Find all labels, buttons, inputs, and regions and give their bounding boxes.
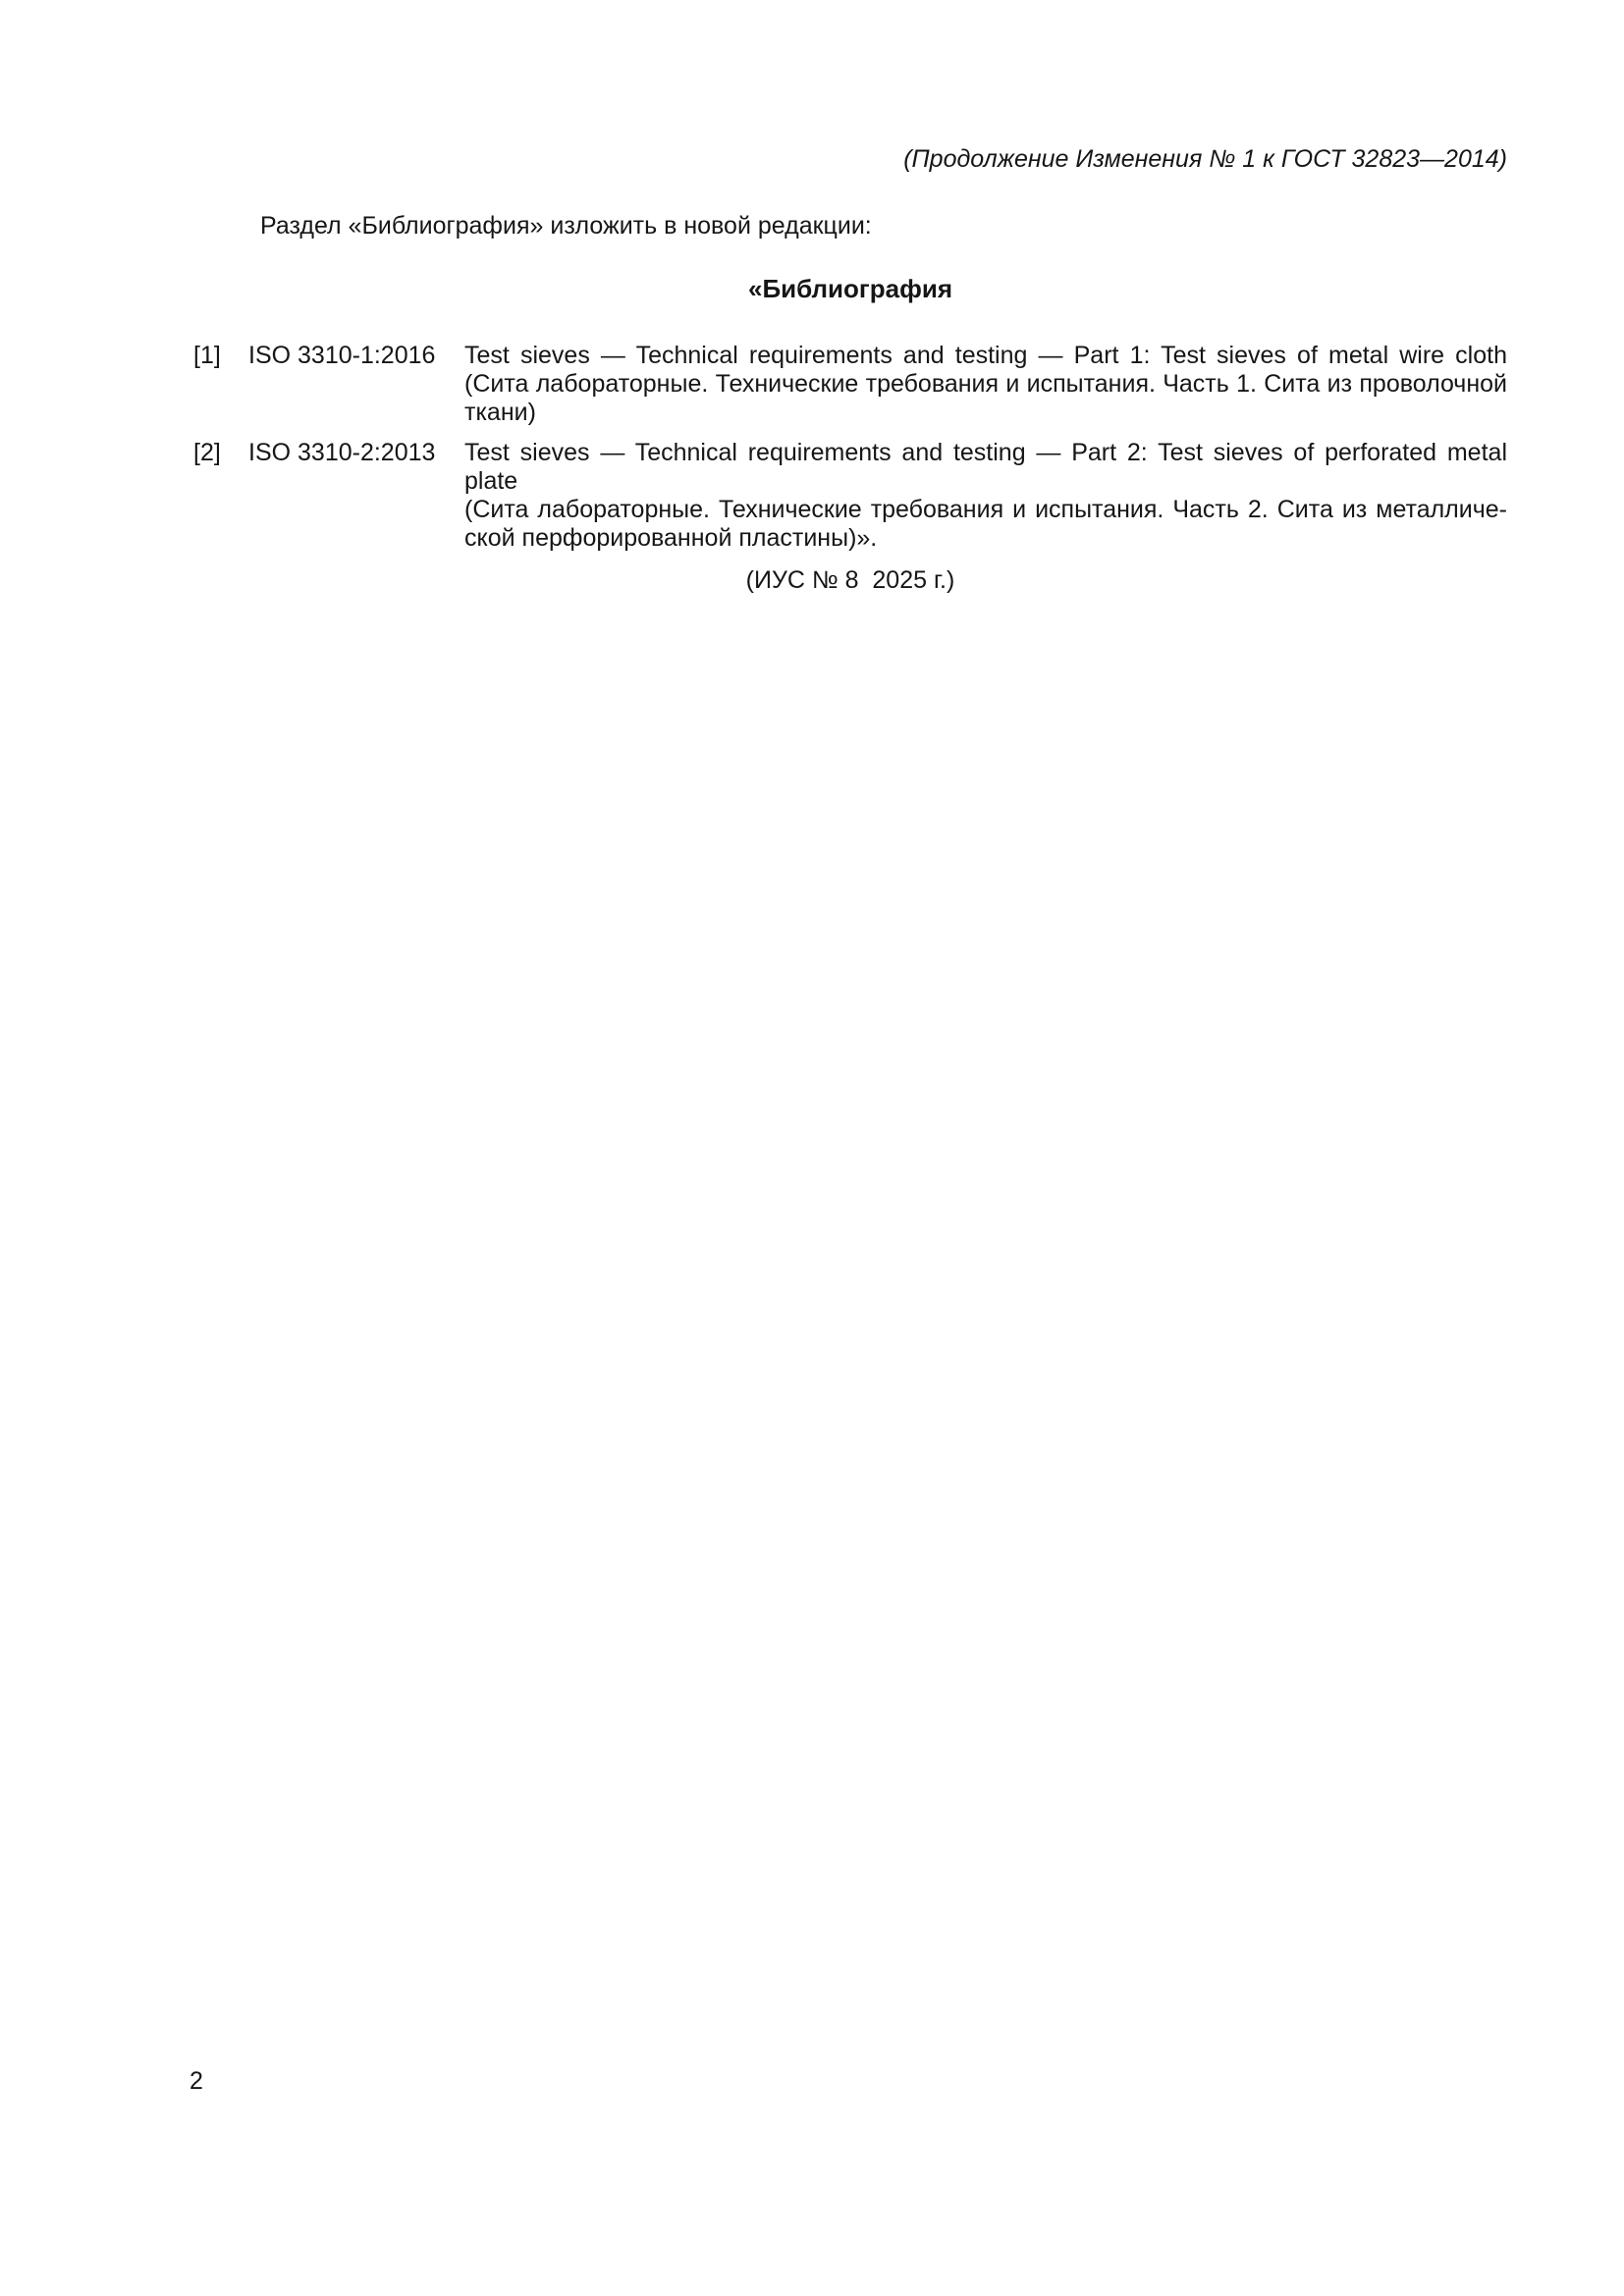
standard-code: ISO 3310-1:2016 xyxy=(248,342,436,369)
reference-description xyxy=(464,342,1507,427)
reference-description-line: ткани) xyxy=(464,399,536,426)
reference-description xyxy=(464,439,1507,553)
bibliography-section-heading: «Библиография xyxy=(748,274,952,303)
page-content xyxy=(193,0,1507,2296)
reference-description-line: Test sieves — Technical requirements and testing — Part 1: Test sieves of metal wire cloth xyxy=(464,342,1507,369)
running-header-note: (Продолжение Изменения № 1 к ГОСТ 32823—2014) xyxy=(903,145,1507,173)
reference-number: [2] xyxy=(193,439,221,466)
reference-description-line: ской перфорированной пластины)». xyxy=(464,524,878,552)
standard-code: ISO 3310-2:2013 xyxy=(248,439,436,466)
bibliography-list xyxy=(193,342,1507,564)
ius-issue-note: (ИУС № 8 2025 г.) xyxy=(745,566,955,594)
bibliography-entry xyxy=(193,439,1507,553)
reference-description-line: Test sieves — Technical requirements and testing — Part 2: Test sieves of perforated metal plate xyxy=(464,439,1507,495)
bibliography-entry xyxy=(193,342,1507,427)
reference-description-line: (Сита лабораторные. Технические требования и испытания. Часть 1. Сита из проволочной xyxy=(464,370,1507,398)
page-number: 2 xyxy=(189,2067,203,2095)
intro-paragraph: Раздел «Библиография» изложить в новой редакции: xyxy=(260,212,872,240)
reference-number: [1] xyxy=(193,342,221,369)
reference-description-line: (Сита лабораторные. Технические требования и испытания. Часть 2. Сита из металличе- xyxy=(464,496,1507,523)
